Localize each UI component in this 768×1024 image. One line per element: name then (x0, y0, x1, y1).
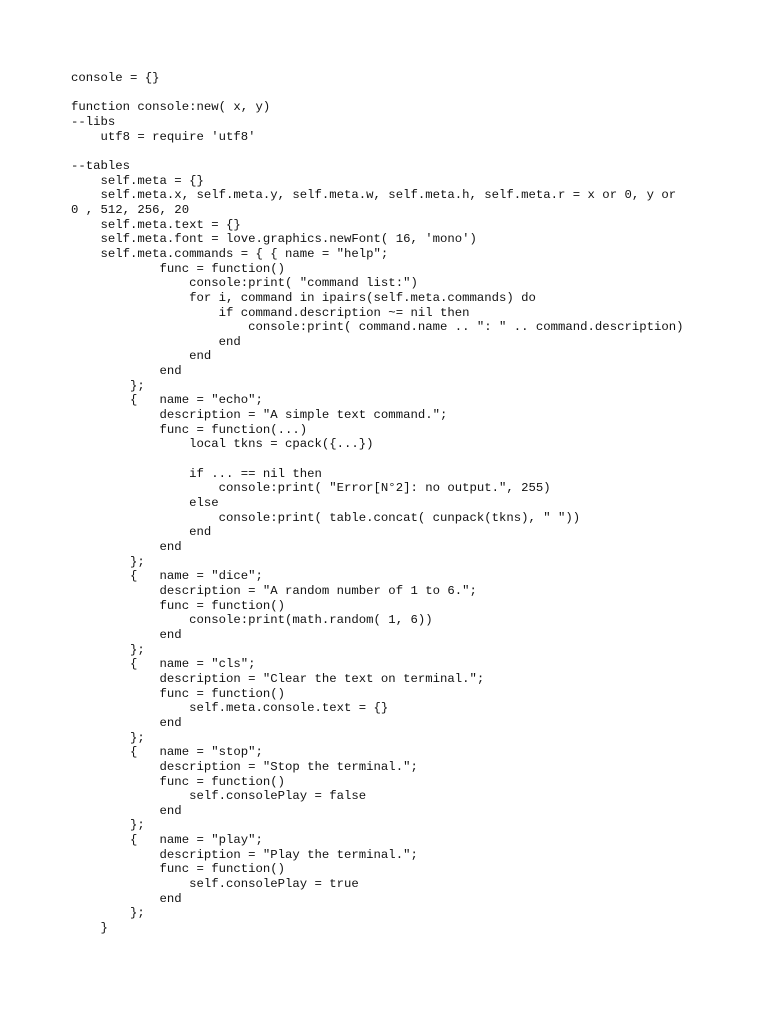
code-line: console:print( table.concat( cunpack(tkns), " ")) (71, 510, 581, 525)
code-line: --tables (71, 158, 131, 173)
code-line: }; (71, 906, 145, 921)
code-line: end (71, 715, 182, 730)
code-line: }; (71, 818, 145, 833)
code-line: end (71, 525, 212, 540)
code-line: { name = "play"; (71, 833, 263, 848)
code-line: else (71, 496, 219, 511)
code-line: utf8 = require 'utf8' (71, 129, 256, 144)
code-line: description = "Stop the terminal."; (71, 759, 418, 774)
code-line: console:print(math.random( 1, 6)) (71, 613, 433, 628)
code-line: description = "A simple text command."; (71, 408, 448, 423)
code-line: func = function() (71, 862, 286, 877)
code-line: self.meta.text = {} (71, 217, 241, 232)
code-line: { name = "echo"; (71, 393, 263, 408)
code-line: description = "Play the terminal."; (71, 847, 418, 862)
code-line: self.meta.font = love.graphics.newFont( 16, 'mono') (71, 232, 477, 247)
code-line: } (71, 921, 108, 936)
code-line (71, 86, 711, 101)
code-line: }; (71, 378, 145, 393)
code-line: func = function() (71, 598, 286, 613)
code-line: end (71, 364, 182, 379)
code-line: end (71, 540, 182, 554)
code-line: func = function() (71, 261, 286, 276)
code-line: local tkns = cpack({...}) (71, 437, 374, 452)
code-line: end (71, 627, 182, 642)
code-line: self.meta.x, self.meta.y, self.meta.w, self.meta.h, self.meta.r = x or 0, y or (71, 188, 677, 203)
code-line: console = {} (71, 71, 160, 85)
code-line: end (71, 803, 182, 818)
code-block (71, 71, 711, 936)
code-line: console:print( "Error[N°2]: no output.", 255) (71, 481, 551, 496)
code-line: self.meta.console.text = {} (71, 701, 389, 716)
code-line: end (71, 334, 241, 349)
code-line: console:print( "command list:") (71, 276, 418, 291)
code-line: function console:new( x, y) (71, 100, 271, 115)
code-line: 0 , 512, 256, 20 (71, 202, 190, 217)
code-line: self.consolePlay = true (71, 877, 359, 892)
code-line: }; (71, 642, 145, 657)
code-line: self.meta.commands = { { name = "help"; (71, 246, 389, 261)
code-line (71, 144, 711, 159)
code-line: --libs (71, 114, 116, 129)
code-line: { name = "dice"; (71, 569, 263, 584)
code-line: { name = "stop"; (71, 745, 263, 760)
code-line: if command.description ~= nil then (71, 305, 470, 320)
code-line: { name = "cls"; (71, 657, 256, 672)
code-line: func = function() (71, 686, 286, 701)
code-line: for i, command in ipairs(self.meta.commands) do (71, 290, 536, 305)
code-line: console:print( command.name .. ": " .. command.description) (71, 320, 684, 335)
code-line: }; (71, 730, 145, 745)
code-line: if ... == nil then (71, 466, 322, 481)
code-line (71, 452, 711, 467)
code-line: func = function() (71, 774, 286, 789)
code-line: description = "A random number of 1 to 6."; (71, 583, 477, 598)
code-line: description = "Clear the text on terminal."; (71, 671, 485, 686)
code-line: func = function(...) (71, 422, 308, 437)
code-line: end (71, 349, 212, 364)
code-line: }; (71, 554, 145, 569)
code-line: self.consolePlay = false (71, 789, 367, 804)
code-line: self.meta = {} (71, 173, 204, 188)
code-line: end (71, 891, 182, 906)
